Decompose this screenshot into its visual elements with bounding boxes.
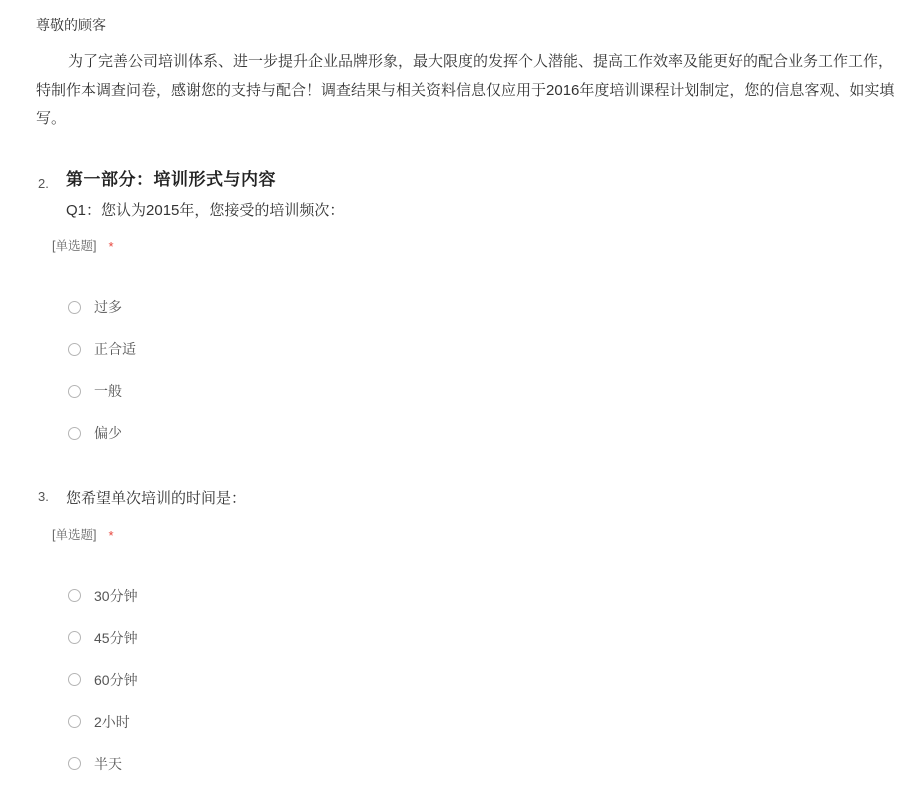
- question-number-3: 3.: [38, 489, 49, 505]
- intro-body-text: 为了完善公司培训体系、进一步提升企业品牌形象，最大限度的发挥个人潜能、提高工作效率及能更好的配合业务工作工作，特制作本调查问卷，感谢您的支持与配合！调查结果与相关资料信息仅应用于2016年度培训课程计划制定，您的信息客观、如实填写。: [36, 53, 895, 128]
- option-item[interactable]: [68, 370, 900, 412]
- question-title-3: 您希望单次培训的时间是：: [66, 490, 247, 508]
- option-item[interactable]: [68, 575, 900, 617]
- question-number-2: 2.: [38, 175, 49, 191]
- option-label: 一般: [94, 383, 122, 400]
- radio-icon[interactable]: [68, 631, 81, 644]
- question-meta-2: [52, 236, 900, 254]
- question-meta-3: [52, 525, 900, 543]
- question-type-label-2: [单选题]: [52, 239, 97, 254]
- option-item[interactable]: [68, 328, 900, 370]
- question-block-2: [0, 168, 900, 454]
- options-list-3: [68, 575, 900, 785]
- intro-body: [0, 48, 900, 134]
- option-item[interactable]: [68, 701, 900, 743]
- option-label: 正合适: [94, 341, 136, 358]
- option-item[interactable]: [68, 659, 900, 701]
- radio-icon[interactable]: [68, 673, 81, 686]
- intro-section: [0, 0, 900, 134]
- radio-icon[interactable]: [68, 427, 81, 440]
- option-label: 30分钟: [94, 587, 138, 604]
- radio-icon[interactable]: [68, 589, 81, 602]
- radio-icon[interactable]: [68, 715, 81, 728]
- options-list-2: [68, 286, 900, 454]
- intro-greeting: 尊敬的顾客: [36, 17, 106, 33]
- option-label: 偏少: [94, 425, 122, 442]
- option-label: 2小时: [94, 713, 130, 730]
- option-item[interactable]: [68, 617, 900, 659]
- question-block-3: [0, 488, 900, 785]
- option-item[interactable]: [68, 743, 900, 785]
- required-asterisk-2: *: [108, 239, 114, 255]
- option-item[interactable]: [68, 286, 900, 328]
- radio-icon[interactable]: [68, 757, 81, 770]
- option-label: 过多: [94, 299, 122, 316]
- radio-icon[interactable]: [68, 301, 81, 314]
- section-title-part-one: 第一部分：培训形式与内容: [66, 169, 276, 189]
- option-label: 60分钟: [94, 671, 138, 688]
- option-label: 半天: [94, 755, 122, 772]
- radio-icon[interactable]: [68, 385, 81, 398]
- option-label: 45分钟: [94, 629, 138, 646]
- question-type-label-3: [单选题]: [52, 527, 97, 542]
- required-asterisk-3: *: [108, 527, 114, 543]
- radio-icon[interactable]: [68, 343, 81, 356]
- question-title-2: Q1：您认为2015年，您接受的培训频次：: [66, 201, 345, 219]
- option-item[interactable]: [68, 412, 900, 454]
